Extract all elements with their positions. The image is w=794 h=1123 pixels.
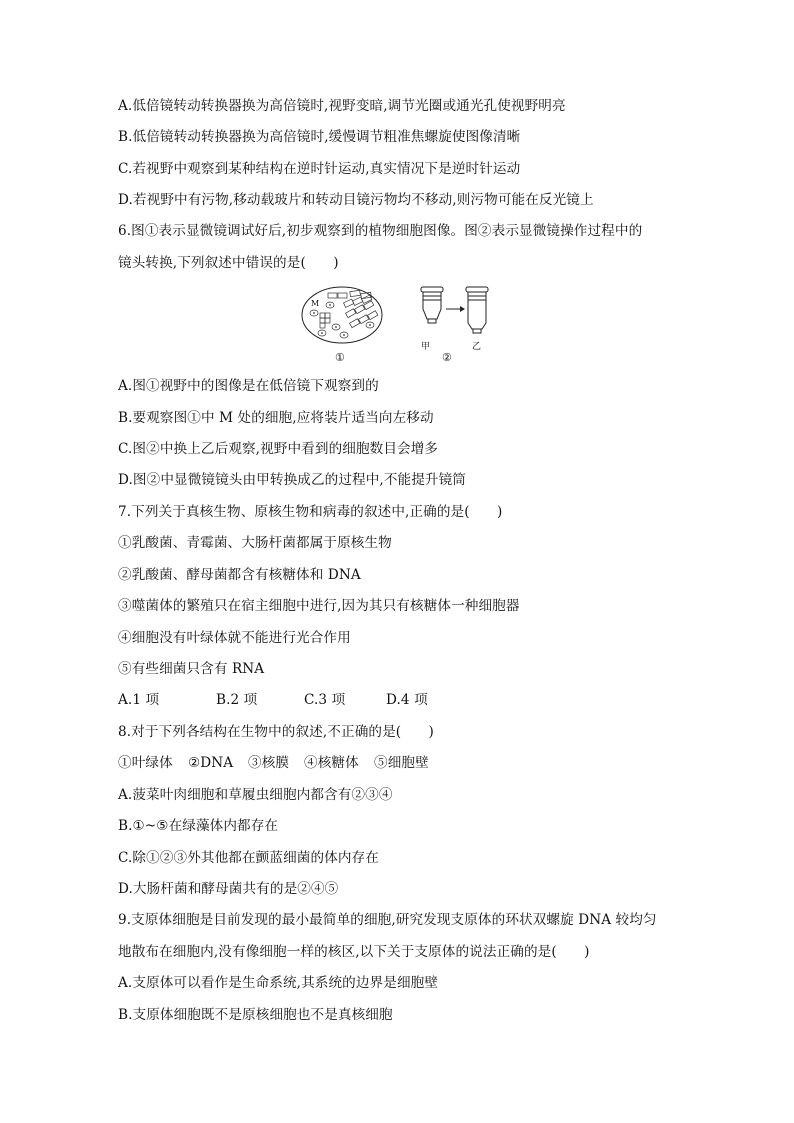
q8-option-c: C.除①②③外其他都在颤蓝细菌的体内存在 xyxy=(118,850,379,866)
q5-option-d: D.若视野中有污物,移动载玻片和转动目镜污物均不移动,则污物可能在反光镜上 xyxy=(118,192,594,208)
q8-option-b: B.①~⑤在绿藻体内都存在 xyxy=(118,818,279,834)
q8-item-4: ④核糖体 xyxy=(304,755,359,771)
objective-lens-jia-icon xyxy=(421,287,443,323)
q8-stem: 8.对于下列各结构在生物中的叙述,不正确的是( ) xyxy=(118,724,434,740)
microscope-figure xyxy=(300,285,520,367)
q7-option-b: B.2 项 xyxy=(216,692,258,708)
objective-lens-yi-icon xyxy=(466,287,488,333)
field-of-view-icon xyxy=(302,287,382,343)
q8-item-2: ②DNA xyxy=(188,755,234,771)
label-yi: 乙 xyxy=(472,342,482,352)
q9-stem-line1: 9.支原体细胞是目前发现的最小最简单的细胞,研究发现支原体的环状双螺旋 DNA 较均匀 xyxy=(118,912,657,928)
q7-item-2: ②乳酸菌、酵母菌都含有核糖体和 DNA xyxy=(118,567,361,583)
label-jia: 甲 xyxy=(421,342,431,352)
q8-items xyxy=(118,754,429,772)
q8-item-1: ①叶绿体 xyxy=(118,755,173,771)
q9-option-b: B.支原体细胞既不是原核细胞也不是真核细胞 xyxy=(118,1007,393,1023)
q6-option-a: A.图①视野中的图像是在低倍镜下观察到的 xyxy=(118,378,379,394)
label-figure-2: ② xyxy=(442,351,452,364)
microscope-figure-svg xyxy=(300,285,520,367)
q7-item-3: ③噬菌体的繁殖只在宿主细胞中进行,因为其只有核糖体一种细胞器 xyxy=(118,598,520,614)
q6-stem-line1: 6.图①表示显微镜调试好后,初步观察到的植物细胞图像。图②表示显微镜操作过程中的 xyxy=(118,223,643,239)
q7-option-a: A.1 项 xyxy=(118,692,160,708)
q5-option-b: B.低倍镜转动转换器换为高倍镜时,缓慢调节粗准焦螺旋使图像清晰 xyxy=(118,129,521,145)
q6-option-d: D.图②中显微镜镜头由甲转换成乙的过程中,不能提升镜筒 xyxy=(118,472,467,488)
q5-option-a: A.低倍镜转动转换器换为高倍镜时,视野变暗,调节光圈或通光孔使视野明亮 xyxy=(118,98,566,114)
q6-option-b: B.要观察图①中 M 处的细胞,应将装片适当向左移动 xyxy=(118,410,434,426)
q7-item-4: ④细胞没有叶绿体就不能进行光合作用 xyxy=(118,630,351,646)
q7-option-d: D.4 项 xyxy=(386,692,428,708)
label-figure-1: ① xyxy=(335,351,345,364)
q8-option-a: A.菠菜叶肉细胞和草履虫细胞内都含有②③④ xyxy=(118,787,393,803)
q8-option-d: D.大肠杆菌和酵母菌共有的是②④⑤ xyxy=(118,881,339,897)
q7-item-5: ⑤有些细菌只含有 RNA xyxy=(118,661,265,677)
arrow-icon xyxy=(446,306,465,312)
q9-stem-line2: 地散布在细胞内,没有像细胞一样的核区,以下关于支原体的说法正确的是( ) xyxy=(118,944,590,960)
q6-stem-line2: 镜头转换,下列叙述中错误的是( ) xyxy=(118,255,339,271)
q7-stem: 7.下列关于真核生物、原核生物和病毒的叙述中,正确的是( ) xyxy=(118,504,503,520)
q7-option-c: C.3 项 xyxy=(304,692,346,708)
q6-option-c: C.图②中换上乙后观察,视野中看到的细胞数目会增多 xyxy=(118,441,439,457)
q8-item-5: ⑤细胞壁 xyxy=(374,755,429,771)
label-m: M xyxy=(311,299,320,308)
q9-option-a: A.支原体可以看作是生命系统,其系统的边界是细胞壁 xyxy=(118,975,439,991)
q8-item-3: ③核膜 xyxy=(248,755,290,771)
q7-options xyxy=(118,691,428,709)
q5-option-c: C.若视野中观察到某种结构在逆时针运动,真实情况下是逆时针运动 xyxy=(118,161,521,177)
q7-item-1: ①乳酸菌、青霉菌、大肠杆菌都属于原核生物 xyxy=(118,535,392,551)
